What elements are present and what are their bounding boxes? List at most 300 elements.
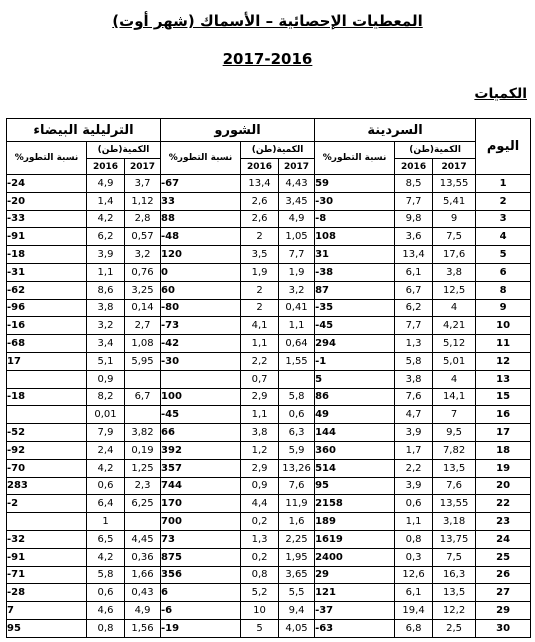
table-row: [7, 406, 531, 424]
table-row: [7, 228, 531, 246]
sardine-2017-cell: 2,5: [433, 619, 476, 637]
chourou-2017-cell: 3,65: [279, 566, 315, 584]
table-row: [7, 584, 531, 602]
chourou-pct-cell: 60: [161, 281, 241, 299]
chourou-2016-cell: 2,2: [241, 352, 279, 370]
chourou-2016-cell: 4,1: [241, 317, 279, 335]
trilia-pct-cell: -96: [7, 299, 87, 317]
chourou-pct-cell: -42: [161, 335, 241, 353]
chourou-2017-cell: 1,6: [279, 513, 315, 531]
day-cell: 16: [476, 406, 531, 424]
chourou-2017-cell: 3,2: [279, 281, 315, 299]
day-cell: 1: [476, 175, 531, 193]
trilia-2017-cell: 1,66: [125, 566, 161, 584]
sardine-pct-cell: 1619: [315, 530, 395, 548]
sardine-2016-cell: 4,7: [395, 406, 433, 424]
chourou-2017-cell: 2,25: [279, 530, 315, 548]
chourou-2016-cell: 5,2: [241, 584, 279, 602]
chourou-2017-cell: 3,45: [279, 192, 315, 210]
day-cell: 2: [476, 192, 531, 210]
trilia-2017-cell: 0,36: [125, 548, 161, 566]
day-cell: 3: [476, 210, 531, 228]
chourou-2016-cell: 3,5: [241, 246, 279, 264]
day-cell: 27: [476, 584, 531, 602]
chourou-pct-cell: 73: [161, 530, 241, 548]
trilia-2016-cell: 1: [87, 513, 125, 531]
trilia-2016-cell: 2,4: [87, 441, 125, 459]
chourou-2016-cell: 2: [241, 299, 279, 317]
trilia-2017-cell: 2,8: [125, 210, 161, 228]
chourou-pct-cell: -48: [161, 228, 241, 246]
sardine-2016-cell: 8,5: [395, 175, 433, 193]
table-row: [7, 370, 531, 388]
sardine-2016-cell: 5,8: [395, 352, 433, 370]
day-cell: 8: [476, 281, 531, 299]
sardine-2017-cell: 13,55: [433, 175, 476, 193]
day-cell: 23: [476, 513, 531, 531]
chourou-pct-cell: 392: [161, 441, 241, 459]
sardine-pct-cell: -8: [315, 210, 395, 228]
chourou-2017-cell: 9,4: [279, 602, 315, 620]
trilia-pct-cell: -71: [7, 566, 87, 584]
trilia-2017-cell: 1,25: [125, 459, 161, 477]
trilia-2016-cell: 3,9: [87, 246, 125, 264]
trilia-2017-cell: 3,7: [125, 175, 161, 193]
sardine-2016-cell: 2,2: [395, 459, 433, 477]
chourou-2016-cell: 2,6: [241, 210, 279, 228]
trilia-pct-cell: -52: [7, 424, 87, 442]
sardine-pct-cell: 59: [315, 175, 395, 193]
chourou-2017-cell: 1,1: [279, 317, 315, 335]
trilia-pct-cell: -16: [7, 317, 87, 335]
trilia-2016-cell: 0,9: [87, 370, 125, 388]
chourou-pct-cell: -45: [161, 406, 241, 424]
species-header-sardine: السردينة: [315, 119, 476, 142]
trilia-2016-cell: 8,2: [87, 388, 125, 406]
chourou-2016-cell: 13,4: [241, 175, 279, 193]
day-column-header: اليوم: [476, 119, 531, 175]
trilia-2017-cell: 0,57: [125, 228, 161, 246]
table-row: [7, 495, 531, 513]
sardine-pct-cell: -1: [315, 352, 395, 370]
sardine-2017-cell: 5,01: [433, 352, 476, 370]
table-row: [7, 317, 531, 335]
trilia-pct-cell: -33: [7, 210, 87, 228]
sardine-2017-cell: 9,5: [433, 424, 476, 442]
table-row: [7, 424, 531, 442]
trilia-pct-cell: 17: [7, 352, 87, 370]
sardine-2017-cell: 5,12: [433, 335, 476, 353]
sardine-2017-cell: 3,18: [433, 513, 476, 531]
table-row: [7, 619, 531, 637]
sardine-pct-cell: 294: [315, 335, 395, 353]
sardine-pct-cell: 514: [315, 459, 395, 477]
chourou-2016-cell: 2: [241, 228, 279, 246]
chourou-2016-cell: 1,3: [241, 530, 279, 548]
chourou-pct-cell: 875: [161, 548, 241, 566]
day-cell: 15: [476, 388, 531, 406]
trilia-2016-cell: 3,8: [87, 299, 125, 317]
trilia-2017-cell: 0,19: [125, 441, 161, 459]
sardine-pct-cell: -38: [315, 263, 395, 281]
day-cell: 11: [476, 335, 531, 353]
chourou-2017-cell: 5,8: [279, 388, 315, 406]
pct-header: نسبة التطور%: [161, 142, 241, 175]
chourou-2016-cell: 0,9: [241, 477, 279, 495]
sardine-pct-cell: 360: [315, 441, 395, 459]
sardine-2017-cell: 16,3: [433, 566, 476, 584]
trilia-2016-cell: 0,6: [87, 477, 125, 495]
sardine-pct-cell: -30: [315, 192, 395, 210]
sardine-2016-cell: 13,4: [395, 246, 433, 264]
year-2017-header: 2017: [279, 159, 315, 175]
trilia-2016-cell: 7,9: [87, 424, 125, 442]
sardine-pct-cell: -63: [315, 619, 395, 637]
sardine-pct-cell: 95: [315, 477, 395, 495]
trilia-pct-cell: -20: [7, 192, 87, 210]
trilia-pct-cell: 95: [7, 619, 87, 637]
sardine-pct-cell: 2400: [315, 548, 395, 566]
trilia-2016-cell: 5,8: [87, 566, 125, 584]
chourou-pct-cell: 0: [161, 263, 241, 281]
chourou-2017-cell: 0,64: [279, 335, 315, 353]
chourou-2017-cell: 6,3: [279, 424, 315, 442]
sardine-pct-cell: 144: [315, 424, 395, 442]
trilia-2017-cell: 2,3: [125, 477, 161, 495]
chourou-2016-cell: 2,6: [241, 192, 279, 210]
day-cell: 5: [476, 246, 531, 264]
trilia-2017-cell: 3,25: [125, 281, 161, 299]
chourou-2017-cell: [279, 370, 315, 388]
year-2016-header: 2016: [395, 159, 433, 175]
trilia-2017-cell: 0,43: [125, 584, 161, 602]
sardine-pct-cell: 31: [315, 246, 395, 264]
table-row: [7, 477, 531, 495]
chourou-2017-cell: 1,05: [279, 228, 315, 246]
trilia-pct-cell: 7: [7, 602, 87, 620]
trilia-2017-cell: 1,12: [125, 192, 161, 210]
chourou-pct-cell: [161, 370, 241, 388]
sardine-2017-cell: 4: [433, 299, 476, 317]
chourou-2017-cell: 1,95: [279, 548, 315, 566]
day-cell: 24: [476, 530, 531, 548]
trilia-2017-cell: 6,25: [125, 495, 161, 513]
sardine-pct-cell: -45: [315, 317, 395, 335]
day-cell: 26: [476, 566, 531, 584]
trilia-2016-cell: 4,2: [87, 548, 125, 566]
trilia-pct-cell: -31: [7, 263, 87, 281]
chourou-pct-cell: 6: [161, 584, 241, 602]
chourou-2016-cell: 1,2: [241, 441, 279, 459]
sardine-pct-cell: 2158: [315, 495, 395, 513]
table-row: [7, 530, 531, 548]
chourou-2017-cell: 7,7: [279, 246, 315, 264]
sardine-2016-cell: 7,6: [395, 388, 433, 406]
sardine-pct-cell: 121: [315, 584, 395, 602]
trilia-pct-cell: -70: [7, 459, 87, 477]
chourou-2016-cell: 5: [241, 619, 279, 637]
sardine-pct-cell: 189: [315, 513, 395, 531]
chourou-2016-cell: 2,9: [241, 459, 279, 477]
table-row: [7, 513, 531, 531]
trilia-pct-cell: -91: [7, 548, 87, 566]
chourou-2017-cell: 4,43: [279, 175, 315, 193]
table-row: [7, 548, 531, 566]
trilia-2016-cell: 3,2: [87, 317, 125, 335]
table-row: [7, 459, 531, 477]
sardine-pct-cell: 49: [315, 406, 395, 424]
sardine-2017-cell: 12,2: [433, 602, 476, 620]
sardine-2016-cell: 3,9: [395, 424, 433, 442]
chourou-pct-cell: 744: [161, 477, 241, 495]
quantities-table: [6, 118, 531, 638]
sardine-2016-cell: 3,8: [395, 370, 433, 388]
chourou-2017-cell: 1,9: [279, 263, 315, 281]
trilia-2017-cell: 2,7: [125, 317, 161, 335]
chourou-pct-cell: -73: [161, 317, 241, 335]
trilia-pct-cell: [7, 370, 87, 388]
year-2016-header: 2016: [87, 159, 125, 175]
pct-header: نسبة التطور%: [315, 142, 395, 175]
trilia-2017-cell: 4,45: [125, 530, 161, 548]
trilia-2017-cell: 4,9: [125, 602, 161, 620]
day-cell: 29: [476, 602, 531, 620]
chourou-2017-cell: 0,41: [279, 299, 315, 317]
table-row: [7, 281, 531, 299]
section-heading: الكميات: [474, 86, 527, 102]
chourou-2016-cell: 3,8: [241, 424, 279, 442]
trilia-pct-cell: -28: [7, 584, 87, 602]
chourou-pct-cell: 120: [161, 246, 241, 264]
sardine-2016-cell: 6,7: [395, 281, 433, 299]
chourou-2017-cell: 4,05: [279, 619, 315, 637]
chourou-2017-cell: 5,5: [279, 584, 315, 602]
trilia-2016-cell: 6,2: [87, 228, 125, 246]
day-cell: 30: [476, 619, 531, 637]
sardine-2017-cell: 13,55: [433, 495, 476, 513]
trilia-2016-cell: 6,5: [87, 530, 125, 548]
chourou-pct-cell: 88: [161, 210, 241, 228]
sardine-2017-cell: 5,41: [433, 192, 476, 210]
trilia-2017-cell: [125, 406, 161, 424]
sardine-pct-cell: -37: [315, 602, 395, 620]
day-cell: 22: [476, 495, 531, 513]
trilia-2017-cell: 1,56: [125, 619, 161, 637]
chourou-pct-cell: 170: [161, 495, 241, 513]
trilia-2016-cell: 8,6: [87, 281, 125, 299]
chourou-pct-cell: 356: [161, 566, 241, 584]
trilia-2017-cell: 0,14: [125, 299, 161, 317]
chourou-2017-cell: 7,6: [279, 477, 315, 495]
chourou-pct-cell: -80: [161, 299, 241, 317]
day-cell: 4: [476, 228, 531, 246]
trilia-pct-cell: -18: [7, 246, 87, 264]
trilia-2016-cell: 1,4: [87, 192, 125, 210]
sardine-2017-cell: 13,5: [433, 459, 476, 477]
day-cell: 9: [476, 299, 531, 317]
chourou-2016-cell: 10: [241, 602, 279, 620]
sardine-pct-cell: 87: [315, 281, 395, 299]
year-2017-header: 2017: [433, 159, 476, 175]
sardine-pct-cell: 108: [315, 228, 395, 246]
chourou-pct-cell: 357: [161, 459, 241, 477]
day-cell: 19: [476, 459, 531, 477]
day-cell: 20: [476, 477, 531, 495]
trilia-2016-cell: 5,1: [87, 352, 125, 370]
chourou-2016-cell: 4,4: [241, 495, 279, 513]
sardine-2016-cell: 0,8: [395, 530, 433, 548]
qty-header: الكمية(طن): [395, 142, 476, 159]
trilia-2017-cell: 6,7: [125, 388, 161, 406]
day-cell: 17: [476, 424, 531, 442]
table-row: [7, 388, 531, 406]
sardine-2016-cell: 19,4: [395, 602, 433, 620]
trilia-2016-cell: 0,6: [87, 584, 125, 602]
table-row: [7, 566, 531, 584]
trilia-pct-cell: -62: [7, 281, 87, 299]
year-2016-header: 2016: [241, 159, 279, 175]
chourou-pct-cell: 33: [161, 192, 241, 210]
chourou-2016-cell: 2: [241, 281, 279, 299]
chourou-2016-cell: 0,8: [241, 566, 279, 584]
trilia-pct-cell: -91: [7, 228, 87, 246]
sardine-2017-cell: 7,82: [433, 441, 476, 459]
trilia-2017-cell: 3,82: [125, 424, 161, 442]
sardine-2017-cell: 3,8: [433, 263, 476, 281]
chourou-pct-cell: 700: [161, 513, 241, 531]
period-subtitle: 2017-2016: [222, 50, 313, 68]
sardine-2016-cell: 6,1: [395, 263, 433, 281]
trilia-2016-cell: 4,6: [87, 602, 125, 620]
sardine-2016-cell: 6,2: [395, 299, 433, 317]
table-row: [7, 175, 531, 193]
trilia-pct-cell: -68: [7, 335, 87, 353]
day-cell: 18: [476, 441, 531, 459]
sardine-pct-cell: 86: [315, 388, 395, 406]
chourou-2016-cell: 2,9: [241, 388, 279, 406]
species-header-trilia: الترليلية البيضاء: [7, 119, 161, 142]
chourou-2016-cell: 1,9: [241, 263, 279, 281]
chourou-pct-cell: -30: [161, 352, 241, 370]
day-cell: 6: [476, 263, 531, 281]
trilia-pct-cell: -18: [7, 388, 87, 406]
year-2017-header: 2017: [125, 159, 161, 175]
chourou-2016-cell: 0,2: [241, 513, 279, 531]
trilia-2016-cell: 3,4: [87, 335, 125, 353]
sardine-2017-cell: 13,75: [433, 530, 476, 548]
trilia-2016-cell: 0,8: [87, 619, 125, 637]
table-row: [7, 352, 531, 370]
trilia-2016-cell: 4,9: [87, 175, 125, 193]
chourou-2017-cell: 13,26: [279, 459, 315, 477]
table-row: [7, 335, 531, 353]
trilia-2016-cell: 1,1: [87, 263, 125, 281]
sardine-pct-cell: 29: [315, 566, 395, 584]
trilia-2016-cell: 6,4: [87, 495, 125, 513]
trilia-2016-cell: 4,2: [87, 459, 125, 477]
table-body: [7, 175, 531, 638]
chourou-2016-cell: 1,1: [241, 335, 279, 353]
species-header-chourou: الشورو: [161, 119, 315, 142]
sardine-2017-cell: 12,5: [433, 281, 476, 299]
day-cell: 12: [476, 352, 531, 370]
sardine-2017-cell: 17,6: [433, 246, 476, 264]
chourou-2017-cell: 11,9: [279, 495, 315, 513]
sardine-2016-cell: 6,1: [395, 584, 433, 602]
trilia-pct-cell: [7, 513, 87, 531]
chourou-2016-cell: 0,7: [241, 370, 279, 388]
day-cell: 25: [476, 548, 531, 566]
trilia-2017-cell: [125, 370, 161, 388]
sardine-2016-cell: 1,3: [395, 335, 433, 353]
chourou-2017-cell: 4,9: [279, 210, 315, 228]
table-row: [7, 441, 531, 459]
pct-header: نسبة التطور%: [7, 142, 87, 175]
sardine-2016-cell: 12,6: [395, 566, 433, 584]
sardine-2017-cell: 7: [433, 406, 476, 424]
trilia-2016-cell: 0,01: [87, 406, 125, 424]
chourou-2017-cell: 5,9: [279, 441, 315, 459]
sardine-2016-cell: 1,7: [395, 441, 433, 459]
chourou-pct-cell: -67: [161, 175, 241, 193]
sardine-2017-cell: 7,5: [433, 228, 476, 246]
table-row: [7, 299, 531, 317]
sardine-2017-cell: 9: [433, 210, 476, 228]
chourou-2016-cell: 0,2: [241, 548, 279, 566]
table-row: [7, 602, 531, 620]
sardine-2017-cell: 7,6: [433, 477, 476, 495]
sardine-2016-cell: 0,3: [395, 548, 433, 566]
trilia-2017-cell: 1,08: [125, 335, 161, 353]
sardine-2017-cell: 14,1: [433, 388, 476, 406]
sardine-2016-cell: 7,7: [395, 317, 433, 335]
trilia-2017-cell: 0,76: [125, 263, 161, 281]
sardine-2016-cell: 6,8: [395, 619, 433, 637]
trilia-pct-cell: [7, 406, 87, 424]
chourou-2017-cell: 0,6: [279, 406, 315, 424]
sardine-pct-cell: -35: [315, 299, 395, 317]
qty-header: الكمية(طن): [87, 142, 161, 159]
chourou-pct-cell: 100: [161, 388, 241, 406]
trilia-pct-cell: -24: [7, 175, 87, 193]
trilia-pct-cell: 283: [7, 477, 87, 495]
qty-header: الكمية(طن): [241, 142, 315, 159]
chourou-2016-cell: 1,1: [241, 406, 279, 424]
sardine-2016-cell: 1,1: [395, 513, 433, 531]
sardine-2016-cell: 9,8: [395, 210, 433, 228]
day-cell: 13: [476, 370, 531, 388]
trilia-2017-cell: 3,2: [125, 246, 161, 264]
trilia-pct-cell: -32: [7, 530, 87, 548]
chourou-pct-cell: -19: [161, 619, 241, 637]
sardine-2017-cell: 13,5: [433, 584, 476, 602]
trilia-2016-cell: 4,2: [87, 210, 125, 228]
chourou-pct-cell: 66: [161, 424, 241, 442]
sardine-2016-cell: 0,6: [395, 495, 433, 513]
sardine-2017-cell: 7,5: [433, 548, 476, 566]
table-row: [7, 263, 531, 281]
chourou-pct-cell: -6: [161, 602, 241, 620]
trilia-2017-cell: 5,95: [125, 352, 161, 370]
trilia-2017-cell: [125, 513, 161, 531]
trilia-pct-cell: -2: [7, 495, 87, 513]
sardine-2017-cell: 4: [433, 370, 476, 388]
document-title: المعطيات الإحصائية – الأسماك (شهر أوت): [112, 12, 423, 30]
sardine-2017-cell: 4,21: [433, 317, 476, 335]
day-cell: 10: [476, 317, 531, 335]
table-row: [7, 210, 531, 228]
sardine-2016-cell: 3,6: [395, 228, 433, 246]
